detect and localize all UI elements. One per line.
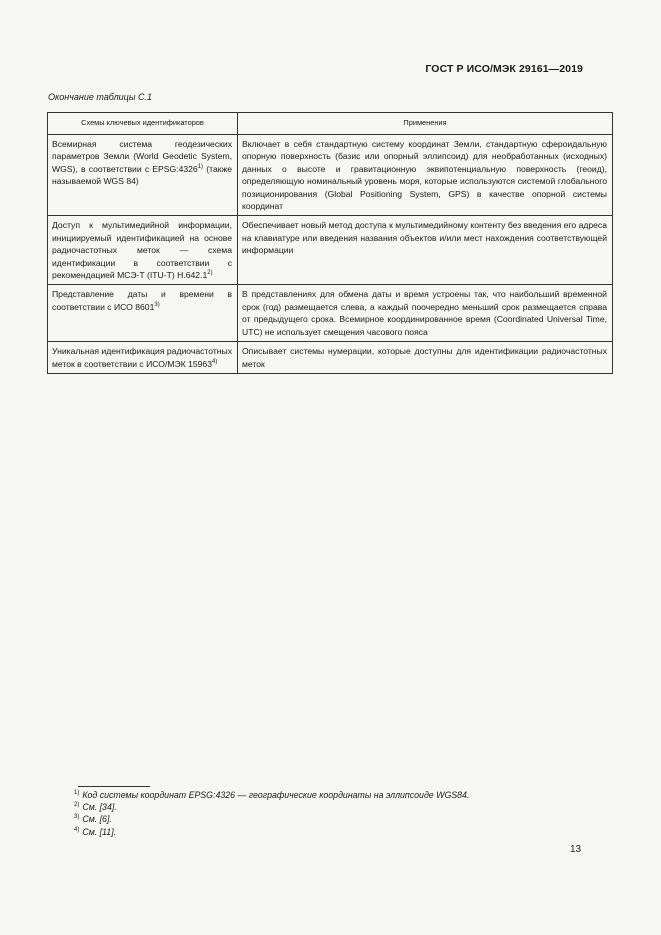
application-cell: Обеспечивает новый метод доступа к мультимедийному контенту без введения его адреса на клавиатуре или введения названия объектов и/или мест нахождения соответствующей информации (238, 216, 613, 285)
application-cell: В представлениях для обмена даты и время устроены так, что наибольший временной срок (год) размещается слева, а каждый поочередно меньший срок размещается справа от предыдущего срока. Всемирное координированное время (Coordinated Universal Time, UTC) не использует смещения часового пояса (238, 285, 613, 342)
table-caption: Окончание таблицы С.1 (48, 92, 152, 102)
footnote-text: См. [6]. (82, 814, 112, 825)
application-cell: Включает в себя стандартную систему координат Земли, стандартную сфероидальную опорную поверхность (базис или опорный эллипсоид) для необработанных (исходных) данных о высоте и гравитационную эквипотенциальную поверхность (геоид), определяющую номинальный уровень моря, которые используются системой глобального позиционирования (Global Positioning System, GPS) в качестве опорной системы координат (238, 135, 613, 216)
footnote-text: См. [11]. (82, 826, 117, 837)
scheme-cell (48, 135, 238, 216)
footnote-mark: 1) (74, 790, 80, 796)
table-row (48, 216, 613, 285)
scheme-text: Представление даты и времени в соответствии с ИСО 8601 (52, 289, 232, 312)
footnote-ref: 4) (212, 358, 218, 365)
document-code: ГОСТ Р ИСО/МЭК 29161—2019 (425, 63, 583, 75)
scheme-text-tail: (также называемой WGS 84) (52, 163, 233, 187)
footnote (74, 789, 469, 801)
footnote-mark: 4) (74, 826, 80, 833)
footnote-text: Код системы координат EPSG:4326 — географические координаты на эллипсоиде WGS84. (82, 790, 470, 800)
scheme-cell (48, 342, 238, 374)
footnote-ref: 3) (154, 301, 160, 308)
table-row (48, 135, 613, 216)
column-header-schemes: Схемы ключевых идентификаторов (48, 113, 238, 135)
footnote (74, 801, 469, 813)
footnotes (74, 789, 469, 838)
footnote-ref: 2) (207, 270, 213, 277)
scheme-cell (48, 285, 238, 342)
identifier-schemes-table (47, 112, 613, 374)
footnote-mark: 3) (74, 814, 80, 821)
scheme-text: Всемирная система геодезических параметров Земли (World Geodetic System, WGS), в соответствии с EPSG:4326 (52, 139, 232, 174)
column-header-applications: Применения (238, 113, 613, 135)
scheme-text: Уникальная идентификация радиочастотных меток в соответствии с ИСО/МЭК 15963 (52, 346, 232, 369)
footnote-mark: 2) (74, 802, 80, 809)
footnote-ref: 1) (197, 163, 204, 170)
scheme-text: Доступ к мультимедийной информации, инициируемый идентификацией на основе радиочастотных меток — схема идентификации в соответствии с рекомендацией МСЭ-Т (ITU-T) Н.642.1 (52, 220, 232, 281)
application-cell: Описывает системы нумерации, которые доступны для идентификации радиочастотных меток (238, 342, 613, 374)
scheme-cell (48, 216, 238, 285)
footnote (74, 813, 469, 825)
table-row (48, 342, 613, 374)
table-row (48, 285, 613, 342)
page-number: 13 (570, 844, 582, 855)
footnote-divider (78, 786, 150, 787)
footnote (74, 826, 469, 838)
table-header-row (48, 113, 613, 135)
footnote-text: См. [34]. (82, 802, 117, 813)
